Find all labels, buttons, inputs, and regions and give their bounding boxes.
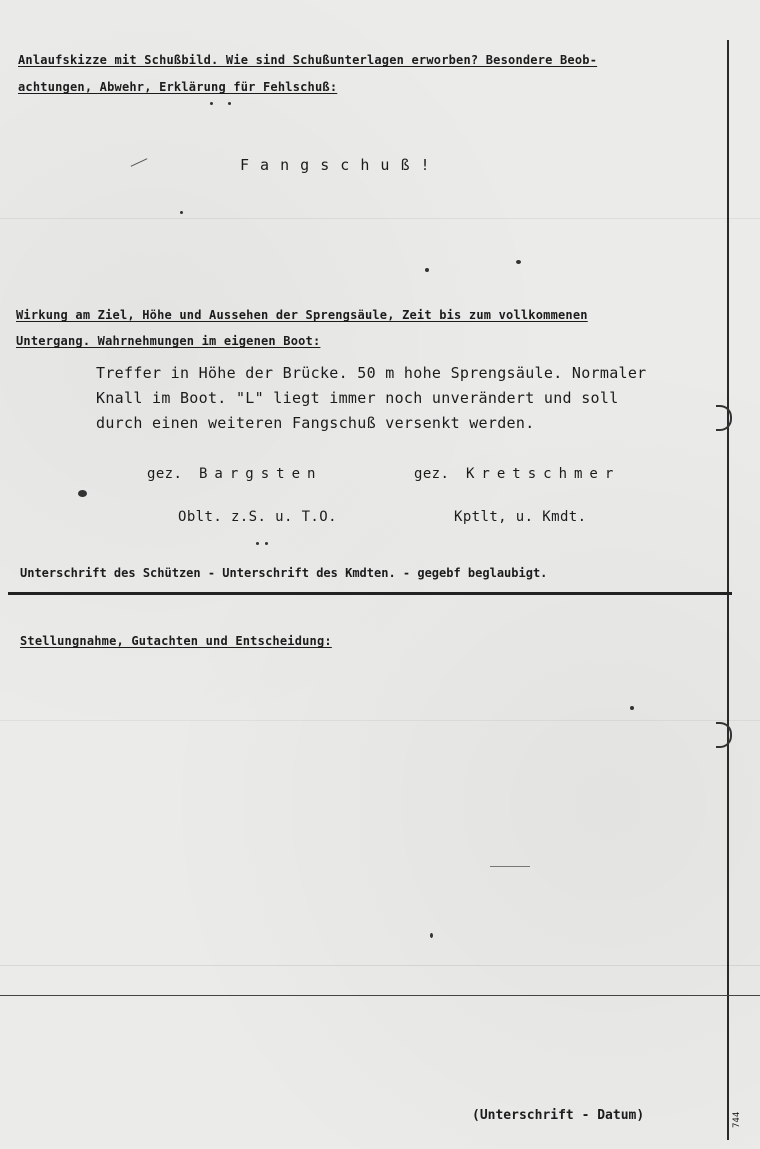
scan-speck [430, 933, 433, 938]
scan-speck [516, 260, 521, 264]
sketch-heading-line2: achtungen, Abwehr, Erklärung für Fehlschuß: [18, 80, 338, 94]
lower-divider [0, 995, 760, 996]
scan-speck [256, 542, 259, 545]
scan-speck [78, 490, 87, 497]
margin-page-mark: 744 [732, 1111, 742, 1128]
effect-text-line3: durch einen weiteren Fangschuß versenkt werden. [96, 414, 535, 432]
scan-streak [131, 158, 148, 167]
scan-speck [630, 706, 634, 710]
sketch-heading-line1: Anlaufskizze mit Schußbild. Wie sind Schußunterlagen erworben? Besondere Beob- [18, 53, 598, 67]
signature-caption: Unterschrift des Schützen - Unterschrift des Kmdten. - gegebf beglaubigt. [20, 566, 548, 580]
effect-heading-line2: Untergang. Wahrnehmungen im eigenen Boot: [16, 334, 321, 348]
punch-hole-bottom [716, 722, 732, 748]
scan-streak [0, 218, 760, 219]
signature-right-rank: Kptlt, u. Kmdt. [454, 509, 587, 525]
signature-left-rank: Oblt. z.S. u. T.O. [178, 509, 337, 525]
signature-left-name: Bargsten [199, 466, 323, 482]
scan-streak [0, 720, 760, 721]
scan-speck [180, 211, 183, 214]
sketch-content: F a n g s c h u ß ! [240, 156, 431, 174]
scan-streak [490, 866, 530, 867]
right-margin-rule [727, 40, 729, 1140]
signature-date-label: (Unterschrift - Datum) [472, 1108, 645, 1123]
effect-heading-line1: Wirkung am Ziel, Höhe und Aussehen der Sprengsäule, Zeit bis zum vollkommenen [16, 308, 588, 322]
signature-left-prefix: gez. [147, 466, 183, 482]
signature-right-prefix: gez. [414, 466, 450, 482]
effect-text-line1: Treffer in Höhe der Brücke. 50 m hohe Sprengsäule. Normaler [96, 364, 647, 382]
scan-speck [425, 268, 429, 272]
section-divider [8, 592, 732, 595]
signature-right-name: Kretschmer [466, 466, 621, 482]
scan-speck [228, 102, 231, 105]
effect-text-line2: Knall im Boot. "L" liegt immer noch unverändert und soll [96, 389, 619, 407]
scan-speck [265, 542, 268, 545]
statement-heading: Stellungnahme, Gutachten und Entscheidung: [20, 634, 332, 648]
punch-hole-top [716, 405, 732, 431]
scan-speck [210, 102, 213, 105]
scan-streak [0, 965, 760, 966]
